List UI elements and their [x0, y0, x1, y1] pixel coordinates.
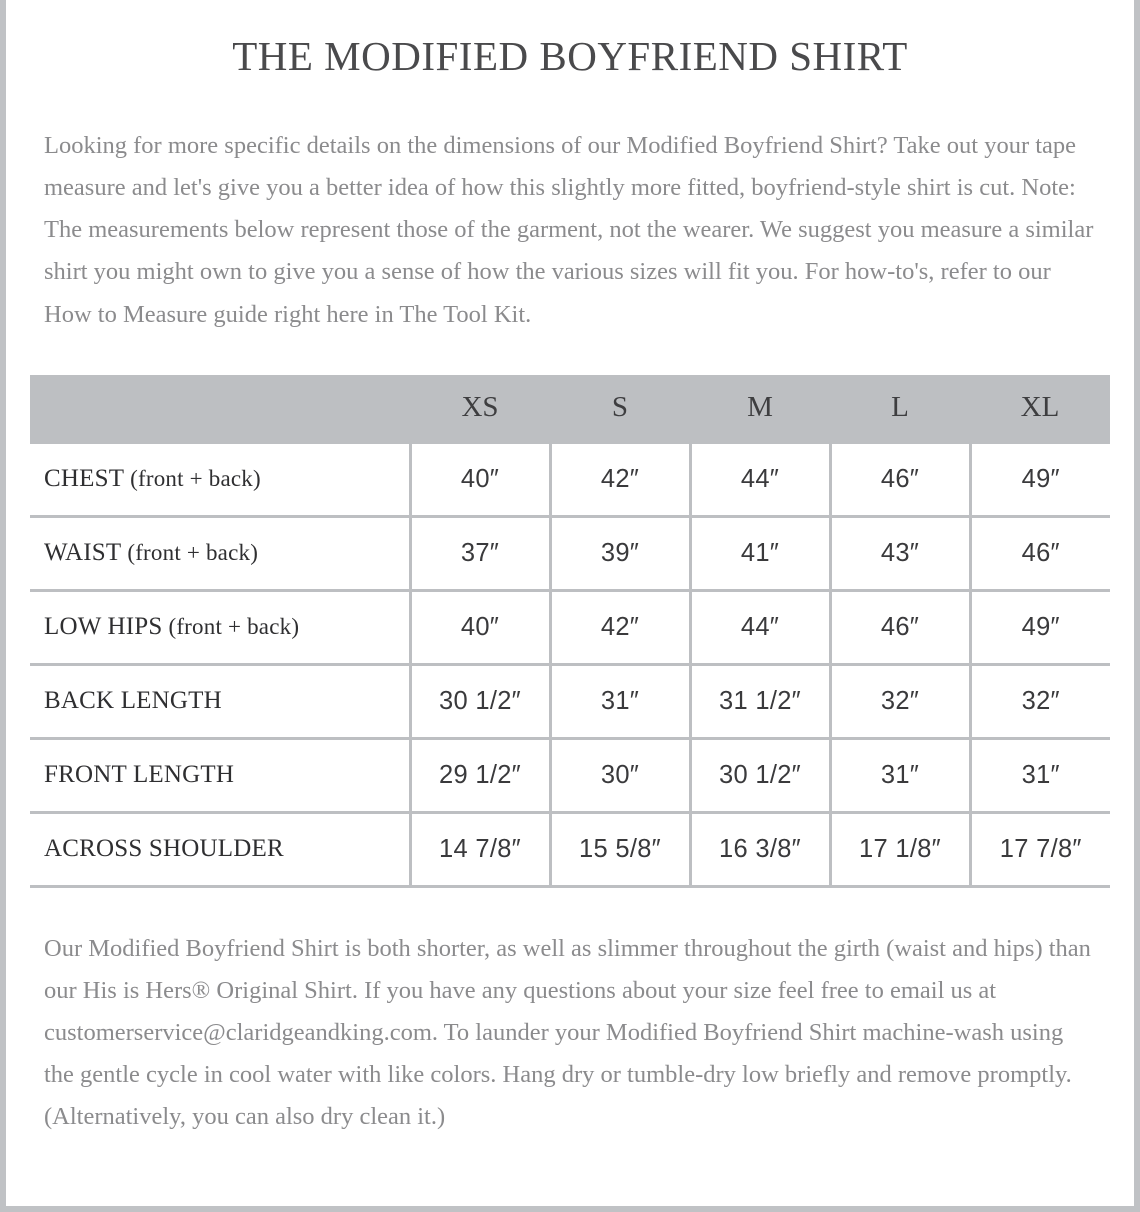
cell-back-length-xs: 30 1/2″ [410, 664, 550, 738]
table-body [30, 442, 1110, 886]
column-header-measurement [30, 375, 410, 443]
cell-front-length-xs: 29 1/2″ [410, 738, 550, 812]
table-header [30, 375, 1110, 443]
column-header-xl: XL [970, 375, 1110, 443]
row-label-sub: (front + back) [121, 540, 259, 566]
table-row [30, 812, 1110, 886]
page-title: THE MODIFIED BOYFRIEND SHIRT [232, 33, 908, 79]
intro-paragraph: Looking for more specific details on the dimensions of our Modified Boyfriend Shirt? Take out your tape measure and let's give you a better idea of how this slightly more fitted, boyfriend-style shirt is cut. Note: The measurements below represent those of the garment, not the wearer. We suggest you measure a similar shirt you might own to give you a sense of how the various sizes will fit you. For how-to's, refer to our How to Measure guide right here in The Tool Kit. [44, 132, 1094, 328]
row-label-main: BACK LENGTH [44, 687, 222, 715]
cell-chest-xl: 49″ [970, 442, 1110, 516]
cell-low-hips-xl: 49″ [970, 590, 1110, 664]
row-label-low-hips [30, 590, 410, 664]
table-row [30, 738, 1110, 812]
cell-low-hips-s: 42″ [550, 590, 690, 664]
row-label-main: WAIST [44, 539, 122, 567]
cell-low-hips-xs: 40″ [410, 590, 550, 664]
row-label-main: FRONT LENGTH [44, 761, 235, 789]
table-row [30, 516, 1110, 590]
size-measurements-table [30, 375, 1110, 888]
column-header-l: L [830, 375, 970, 443]
row-label-main: CHEST [44, 465, 125, 493]
cell-front-length-s: 30″ [550, 738, 690, 812]
row-label-waist [30, 516, 410, 590]
cell-waist-s: 39″ [550, 516, 690, 590]
row-label-sub: (front + back) [162, 614, 300, 640]
cell-across-shoulder-xs: 14 7/8″ [410, 812, 550, 886]
cell-waist-xl: 46″ [970, 516, 1110, 590]
row-label-main: LOW HIPS [44, 613, 163, 641]
page-inner [6, 0, 1134, 1206]
row-label-sub: (front + back) [124, 466, 261, 492]
row-label-front-length [30, 738, 410, 812]
cell-waist-xs: 37″ [410, 516, 550, 590]
cell-chest-m: 44″ [690, 442, 830, 516]
cell-back-length-m: 31 1/2″ [690, 664, 830, 738]
row-label-main: ACROSS SHOULDER [44, 835, 284, 863]
column-header-s: S [550, 375, 690, 443]
cell-front-length-m: 30 1/2″ [690, 738, 830, 812]
cell-across-shoulder-xl: 17 7/8″ [970, 812, 1110, 886]
cell-across-shoulder-l: 17 1/8″ [830, 812, 970, 886]
table-header-row [30, 375, 1110, 443]
cell-back-length-l: 32″ [830, 664, 970, 738]
row-label-back-length [30, 664, 410, 738]
row-label-across-shoulder [30, 812, 410, 886]
cell-chest-l: 46″ [830, 442, 970, 516]
cell-across-shoulder-s: 15 5/8″ [550, 812, 690, 886]
column-header-xs: XS [410, 375, 550, 443]
cell-low-hips-m: 44″ [690, 590, 830, 664]
table-row [30, 442, 1110, 516]
cell-back-length-xl: 32″ [970, 664, 1110, 738]
cell-chest-s: 42″ [550, 442, 690, 516]
cell-chest-xs: 40″ [410, 442, 550, 516]
table-row [30, 590, 1110, 664]
table-row [30, 664, 1110, 738]
column-header-m: M [690, 375, 830, 443]
cell-front-length-l: 31″ [830, 738, 970, 812]
cell-waist-l: 43″ [830, 516, 970, 590]
row-label-chest [30, 442, 410, 516]
cell-back-length-s: 31″ [550, 664, 690, 738]
cell-low-hips-l: 46″ [830, 590, 970, 664]
cell-waist-m: 41″ [690, 516, 830, 590]
cell-across-shoulder-m: 16 3/8″ [690, 812, 830, 886]
cell-front-length-xl: 31″ [970, 738, 1110, 812]
outro-paragraph: Our Modified Boyfriend Shirt is both shorter, as well as slimmer throughout the girth (waist and hips) than our His is Hers® Original Shirt. If you have any questions about your size feel free to email us at customerservice@claridgeandking.com. To launder your Modified Boyfriend Shirt machine-wash using the gentle cycle in cool water with like colors. Hang dry or tumble-dry low briefly and remove promptly. (Alternatively, you can also dry clean it.) [44, 934, 1091, 1131]
